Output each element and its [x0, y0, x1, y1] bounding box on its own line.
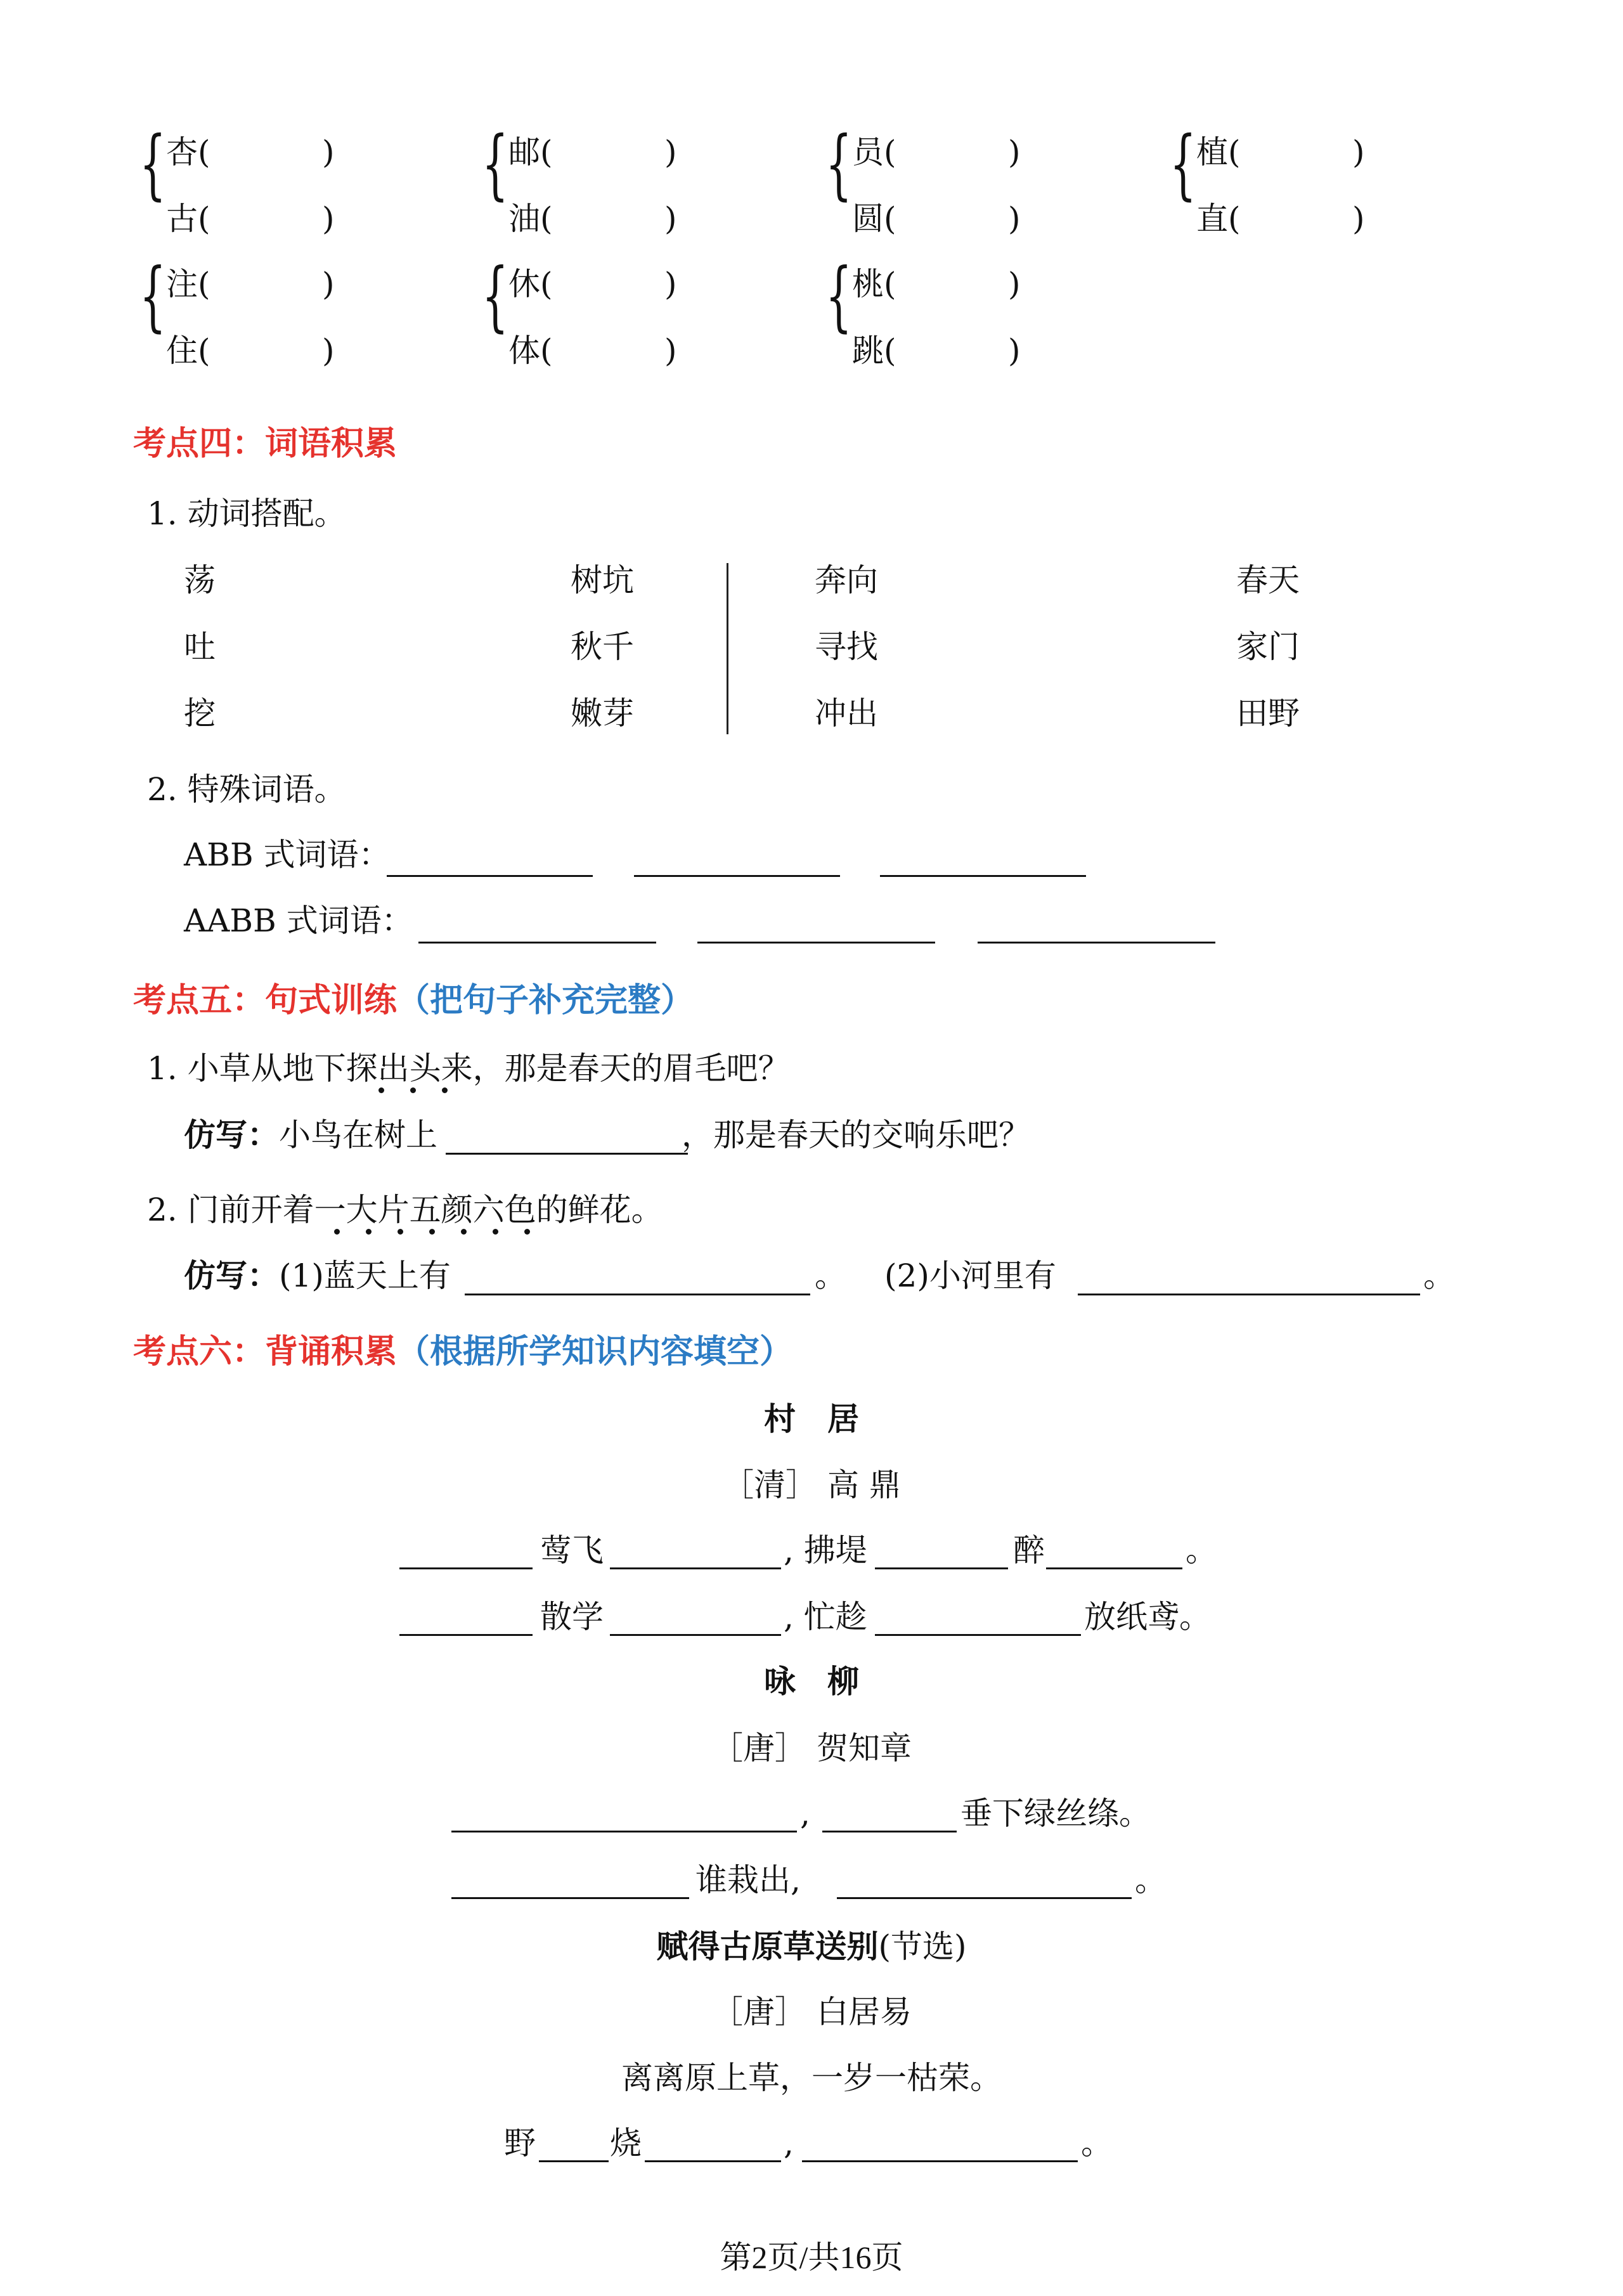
left-noun-3: 嫩芽: [571, 695, 634, 732]
right-verb-2: 寻找: [815, 628, 878, 665]
char-item: [852, 332, 896, 370]
open-paren: (: [198, 200, 210, 237]
char-item: [1196, 200, 1241, 238]
close-paren: ): [664, 200, 677, 237]
poem1-text: 醉: [1013, 1532, 1045, 1569]
imitate-1-blank[interactable]: [446, 1153, 688, 1155]
char: 直: [1196, 200, 1228, 237]
left-verb-3: 挖: [184, 695, 216, 732]
divider: [727, 563, 728, 734]
brace: {: [825, 120, 852, 209]
char-answer-blank[interactable]: [927, 368, 1003, 370]
right-verb-1: 奔向: [815, 562, 878, 599]
sentence-1: [147, 1049, 790, 1087]
poem3-text: 烧: [610, 2125, 642, 2162]
poem3-title: 赋得古原草送别: [656, 1928, 879, 1965]
emphasis-dot: [493, 1229, 498, 1235]
open-paren: (: [884, 266, 896, 302]
imitate-1-post: ，那是春天的交响乐吧？: [682, 1117, 1030, 1153]
emphasis-dot: [442, 1087, 448, 1093]
brace: {: [1170, 120, 1196, 209]
right-noun-2: 家门: [1236, 628, 1300, 665]
poem3-title-row: [0, 1928, 1623, 1966]
aabb-blank-1[interactable]: [418, 942, 656, 944]
char-item: [852, 200, 896, 238]
poem2-text: 。: [1135, 1862, 1167, 1898]
s2-emphasis: 一大片五颜六色: [314, 1191, 536, 1228]
abb-blank-1[interactable]: [387, 875, 593, 877]
poem1-blank-6[interactable]: [610, 1634, 781, 1636]
char-item: [852, 133, 896, 171]
char: 体: [508, 332, 540, 369]
open-paren: (: [540, 332, 553, 369]
poem2-text: 垂下绿丝绦。: [960, 1795, 1151, 1832]
char: 杏: [166, 134, 198, 171]
char-item: [508, 133, 553, 171]
char: 圆: [852, 200, 884, 237]
right-verb-3: 冲出: [815, 695, 878, 732]
aabb-blank-3[interactable]: [978, 942, 1215, 944]
char-item: [508, 265, 553, 303]
right-noun-1: 春天: [1236, 562, 1300, 599]
poem1-blank-1[interactable]: [399, 1567, 533, 1569]
left-verb-2: 吐: [184, 628, 216, 665]
poem3-blank-1[interactable]: [539, 2160, 609, 2162]
open-paren: (: [198, 134, 210, 171]
poem1-text: 莺飞: [540, 1532, 604, 1569]
char-answer-blank[interactable]: [241, 237, 317, 238]
poem1-blank-4[interactable]: [1046, 1567, 1182, 1569]
char-answer-blank[interactable]: [927, 170, 1003, 172]
poem1-blank-3[interactable]: [875, 1567, 1008, 1569]
char: 邮: [508, 134, 540, 171]
char: 古: [166, 200, 198, 237]
poem1-text: 散学: [540, 1599, 604, 1635]
abb-blank-3[interactable]: [880, 875, 1086, 877]
char: 休: [508, 266, 540, 302]
char: 植: [1196, 134, 1228, 171]
poem2-author: ［唐］ 贺知章: [711, 1730, 912, 1767]
poem2-blank-3[interactable]: [451, 1897, 689, 1899]
open-paren: (: [540, 266, 553, 302]
poem3-title-note: (节选): [878, 1928, 967, 1965]
s1-pre: 1. 小草从地下: [147, 1050, 346, 1087]
section5-title: 考点五：句式训练: [133, 982, 398, 1020]
close-paren: ): [664, 332, 677, 369]
char-answer-blank[interactable]: [241, 368, 317, 370]
poem1-title: 村 居: [764, 1401, 859, 1437]
close-paren: ): [664, 134, 677, 171]
brace: {: [825, 252, 852, 341]
poem1-text: , 拂堤: [784, 1532, 867, 1569]
brace: {: [139, 120, 166, 209]
char: 油: [508, 200, 540, 237]
poem3-text: ,: [784, 2125, 794, 2162]
close-paren: ): [1352, 200, 1365, 237]
imitate-1-pre: 小鸟在树上: [279, 1117, 437, 1153]
char: 注: [166, 266, 198, 302]
poem2-text: 谁栽出,: [695, 1862, 801, 1898]
poem1-text: 。: [1186, 1532, 1217, 1569]
s2-pre: 2. 门前开着: [147, 1191, 314, 1228]
emphasis-dot: [378, 1087, 384, 1093]
open-paren: (: [1228, 200, 1241, 237]
imitate-2a-blank[interactable]: [465, 1294, 810, 1295]
open-paren: (: [884, 332, 896, 369]
brace: {: [482, 252, 508, 341]
section5-heading: [133, 982, 694, 1020]
close-paren: ): [1008, 200, 1021, 237]
char: 员: [852, 134, 884, 171]
section4-title: 考点四：词语积累: [133, 425, 398, 463]
left-verb-1: 荡: [184, 562, 216, 599]
section6-title: 考点六：背诵积累: [133, 1333, 398, 1371]
open-paren: (: [884, 200, 896, 237]
s1-post: 来，那是春天的眉毛吧？: [441, 1050, 790, 1087]
char-item: [1196, 133, 1241, 171]
char-answer-blank[interactable]: [583, 302, 659, 304]
abb-label: ABB 式词语：: [184, 836, 391, 873]
open-paren: (: [540, 134, 553, 171]
emphasis-dot: [410, 1087, 416, 1093]
poem1-blank-7[interactable]: [875, 1634, 1081, 1636]
close-paren: ): [322, 134, 335, 171]
char: 桃: [852, 266, 884, 302]
right-noun-3: 田野: [1236, 695, 1300, 732]
section6-heading: [133, 1333, 792, 1371]
poem3-line-1: 离离原上草，一岁一枯荣。: [621, 2059, 1002, 2096]
open-paren: (: [884, 134, 896, 171]
char-item: [508, 200, 553, 238]
poem1-text: , 忙趁: [784, 1599, 867, 1635]
emphasis-dot: [429, 1229, 435, 1235]
char-answer-blank[interactable]: [583, 170, 659, 172]
s2-post: 的鲜花。: [536, 1191, 663, 1228]
imitate-1: [184, 1116, 1030, 1154]
close-paren: ): [1352, 134, 1365, 171]
q2-label: 2. 特殊词语。: [147, 771, 346, 808]
char-item: [508, 332, 553, 370]
aabb-blank-2[interactable]: [697, 942, 935, 944]
close-paren: ): [322, 332, 335, 369]
close-paren: ): [1008, 134, 1021, 171]
char-answer-blank[interactable]: [927, 302, 1003, 304]
emphasis-dot: [524, 1229, 530, 1235]
emphasis-dot: [398, 1229, 403, 1235]
left-noun-2: 秋千: [571, 628, 634, 665]
open-paren: (: [198, 266, 210, 302]
char-answer-blank[interactable]: [241, 170, 317, 172]
close-paren: ): [322, 200, 335, 237]
char-item: [166, 133, 210, 171]
char-answer-blank[interactable]: [583, 237, 659, 238]
poem2-title: 咏 柳: [764, 1663, 859, 1700]
open-paren: (: [540, 200, 553, 237]
imitate-2b-label: (2)小河里有: [884, 1257, 1056, 1294]
aabb-label: AABB 式词语：: [184, 902, 413, 939]
emphasis-dot: [461, 1229, 467, 1235]
open-paren: (: [1228, 134, 1241, 171]
close-paren: ): [322, 266, 335, 302]
poem2-blank-4[interactable]: [837, 1897, 1132, 1899]
imitate-label: 仿写：: [184, 1116, 279, 1153]
char: 住: [166, 332, 198, 369]
poem2-blank-2[interactable]: [822, 1831, 957, 1832]
left-noun-1: 树坑: [571, 562, 634, 599]
char-item: [166, 265, 210, 303]
q1-label: 1. 动词搭配。: [147, 495, 346, 532]
imitate-2b-end: 。: [1423, 1257, 1455, 1294]
close-paren: ): [664, 266, 677, 302]
imitate-2a-label: (1)蓝天上有: [279, 1257, 451, 1294]
poem2-blank-1[interactable]: [451, 1831, 797, 1832]
poem3-blank-3[interactable]: [802, 2160, 1078, 2162]
poem1-author: ［清］ 高 鼎: [722, 1467, 901, 1503]
imitate-label-2: 仿写：(1)蓝天上有: [184, 1257, 451, 1294]
char-answer-blank[interactable]: [1271, 237, 1347, 238]
emphasis-dot: [334, 1229, 340, 1235]
close-paren: ): [1008, 332, 1021, 369]
imitate-2b-blank[interactable]: [1078, 1294, 1420, 1295]
poem3-text: 。: [1081, 2125, 1113, 2162]
poem3-text: 野: [504, 2125, 536, 2162]
poem1-text: 放纸鸢。: [1084, 1599, 1211, 1635]
char-item: [852, 265, 896, 303]
brace: {: [139, 252, 166, 341]
poem1-blank-5[interactable]: [399, 1634, 533, 1636]
char-answer-blank[interactable]: [241, 302, 317, 304]
char-answer-blank[interactable]: [927, 237, 1003, 238]
char-item: [166, 332, 210, 370]
char: 跳: [852, 332, 884, 369]
poem3-blank-2[interactable]: [645, 2160, 781, 2162]
char-answer-blank[interactable]: [1271, 170, 1347, 172]
open-paren: (: [198, 332, 210, 369]
abb-blank-2[interactable]: [634, 875, 840, 877]
char-answer-blank[interactable]: [583, 368, 659, 370]
sentence-2: [147, 1191, 663, 1229]
page-footer: 第2页/共16页: [720, 2240, 903, 2275]
emphasis-dot: [366, 1229, 372, 1235]
char-item: [166, 200, 210, 238]
poem2-text: ,: [800, 1795, 810, 1832]
section6-hint: （根据所学知识内容填空）: [397, 1333, 793, 1371]
poem1-blank-2[interactable]: [610, 1567, 781, 1569]
poem3-author: ［唐］ 白居易: [711, 1994, 912, 2030]
section5-hint: （把句子补充完整）: [397, 982, 694, 1020]
s1-emphasis: 探出头: [346, 1050, 441, 1087]
imitate-2a-end: 。: [815, 1257, 846, 1294]
close-paren: ): [1008, 266, 1021, 302]
brace: {: [482, 120, 508, 209]
